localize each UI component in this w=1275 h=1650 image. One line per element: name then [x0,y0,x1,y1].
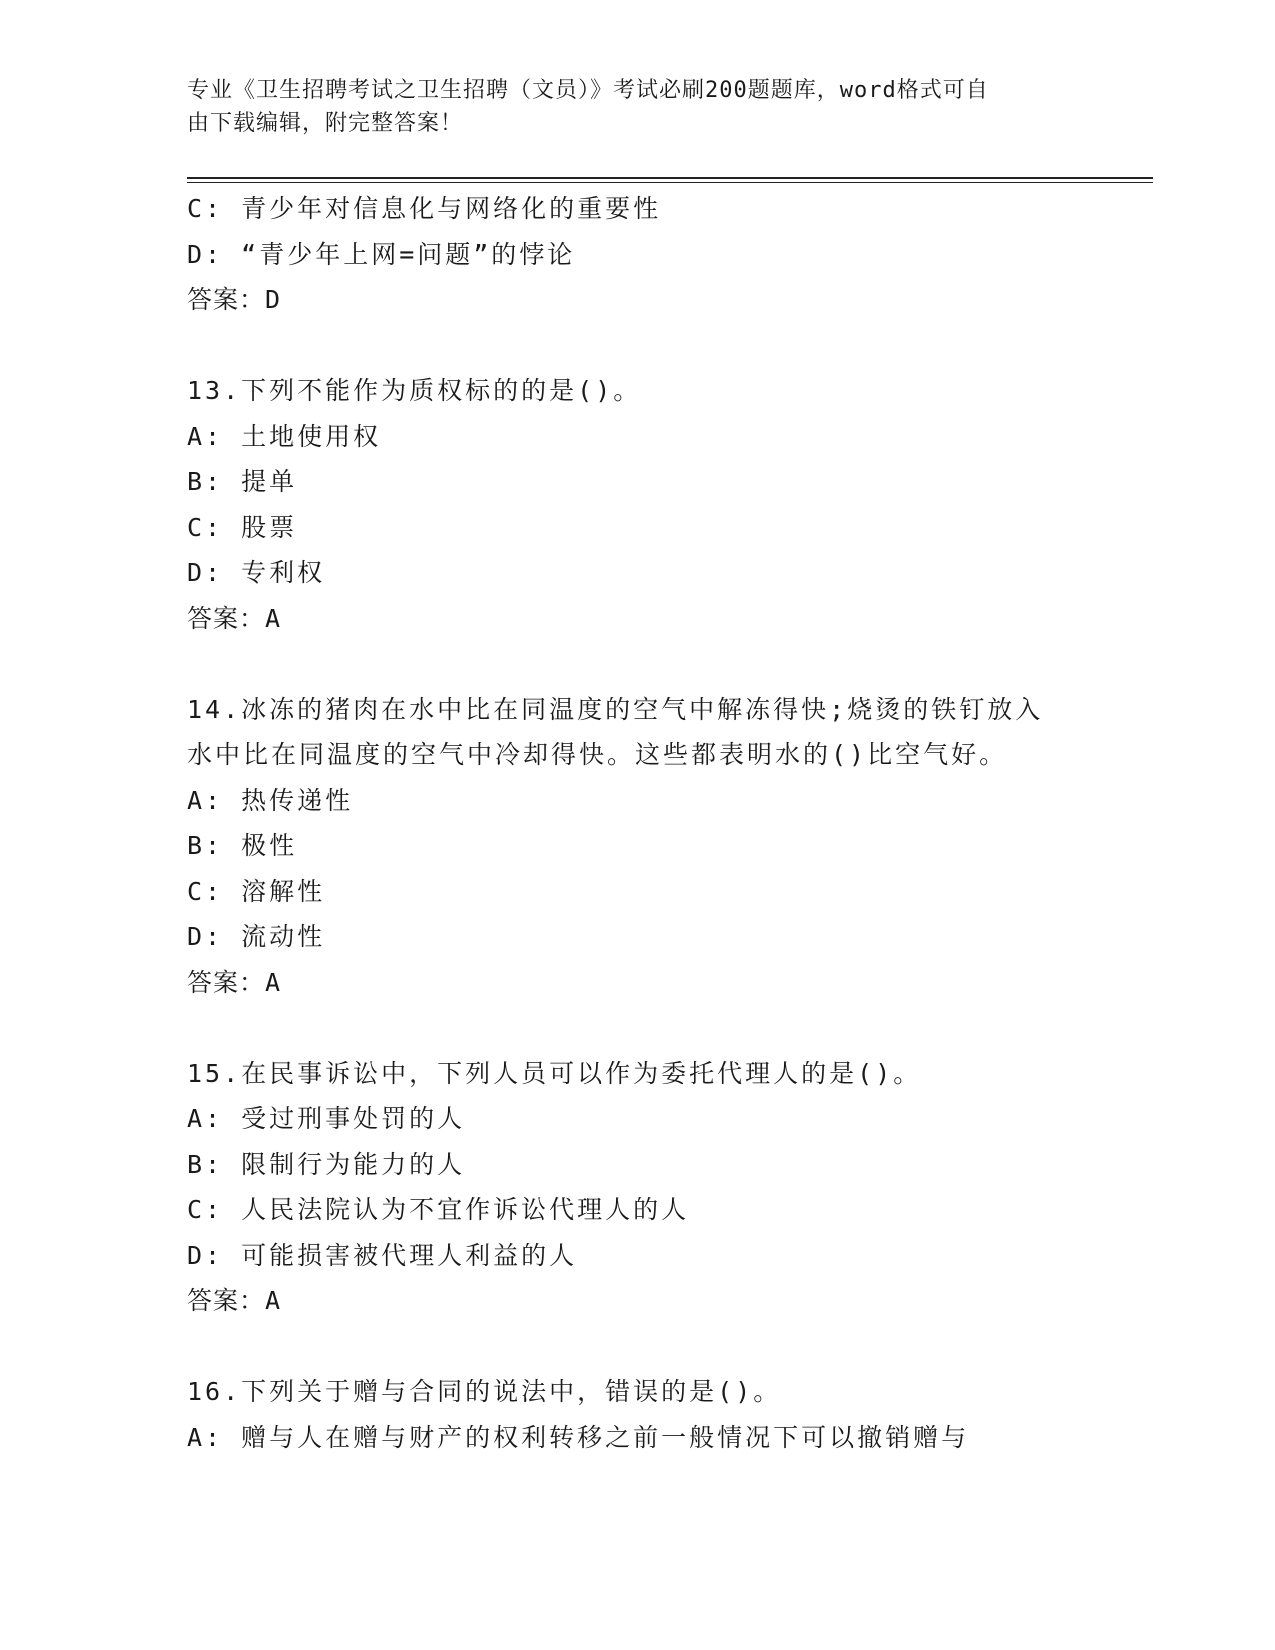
q16-option-a: A: 赠与人在赠与财产的权利转移之前一般情况下可以撤销赠与 [187,1422,970,1452]
spacer [187,641,1087,687]
q12-answer [187,277,1087,323]
q15-option-c: C: 人民法院认为不宜作诉讼代理人的人 [187,1195,690,1224]
header-line-2: 由下载编辑，附完整答案！ [187,111,464,136]
q14-answer-label: 答案： [187,967,266,997]
q15-question: 15.在民事诉讼中，下列人员可以作为委托代理人的是()。 [187,1058,922,1088]
q12-option-c: C: 青少年对信息化与网络化的重要性 [187,194,662,223]
spacer [187,1324,1087,1370]
q15-option-a: A: 受过刑事处罚的人 [187,1104,466,1133]
q15-answer-label: 答案： [187,1286,266,1315]
document-body [187,186,1087,1460]
question-16-block [187,1369,1087,1460]
header-rule-thick [187,177,1153,179]
q14-answer [187,960,1087,1006]
q15-answer-value: A [265,1286,282,1315]
q14-answer-value: A [265,967,282,997]
q15-answer [187,1278,1087,1324]
q12-option-d: D: “青少年上网=问题”的悖论 [187,239,576,269]
question-12-block [187,186,1087,323]
q13-question: 13.下列不能作为质权标的的是()。 [187,376,642,405]
q13-option-a: A: 土地使用权 [187,421,382,451]
q16-question: 16.下列关于赠与合同的说法中，错误的是()。 [187,1377,782,1406]
q13-answer-value: A [265,603,282,633]
q15-option-b: B: 限制行为能力的人 [187,1149,466,1179]
q14-option-d: D: 流动性 [187,922,326,951]
q13-answer [187,596,1087,642]
q13-option-d: D: 专利权 [187,558,326,587]
q13-option-c: C: 股票 [187,512,298,542]
q14-question-line-2: 水中比在同温度的空气中冷却得快。这些都表明水的()比空气好。 [187,740,1008,769]
q15-option-d: D: 可能损害被代理人利益的人 [187,1240,578,1270]
q14-option-a: A: 热传递性 [187,785,354,815]
q13-option-b: B: 提单 [187,467,298,496]
spacer [187,323,1087,369]
document-header [187,74,1087,140]
header-rule-thin [187,182,1153,183]
spacer [187,1005,1087,1051]
q14-question-line-1: 14.冰冻的猪肉在水中比在同温度的空气中解冻得快;烧烫的铁钉放入 [187,694,1044,724]
question-14-block [187,687,1087,1006]
q12-answer-value: D [265,285,282,314]
q14-option-c: C: 溶解性 [187,876,326,906]
q12-answer-label: 答案： [187,285,266,314]
question-13-block [187,368,1087,641]
q14-option-b: B: 极性 [187,831,298,860]
header-line-1: 专业《卫生招聘考试之卫生招聘（文员）》考试必刷200题题库，word格式可自 [187,78,989,103]
question-15-block [187,1051,1087,1324]
q13-answer-label: 答案： [187,603,266,633]
